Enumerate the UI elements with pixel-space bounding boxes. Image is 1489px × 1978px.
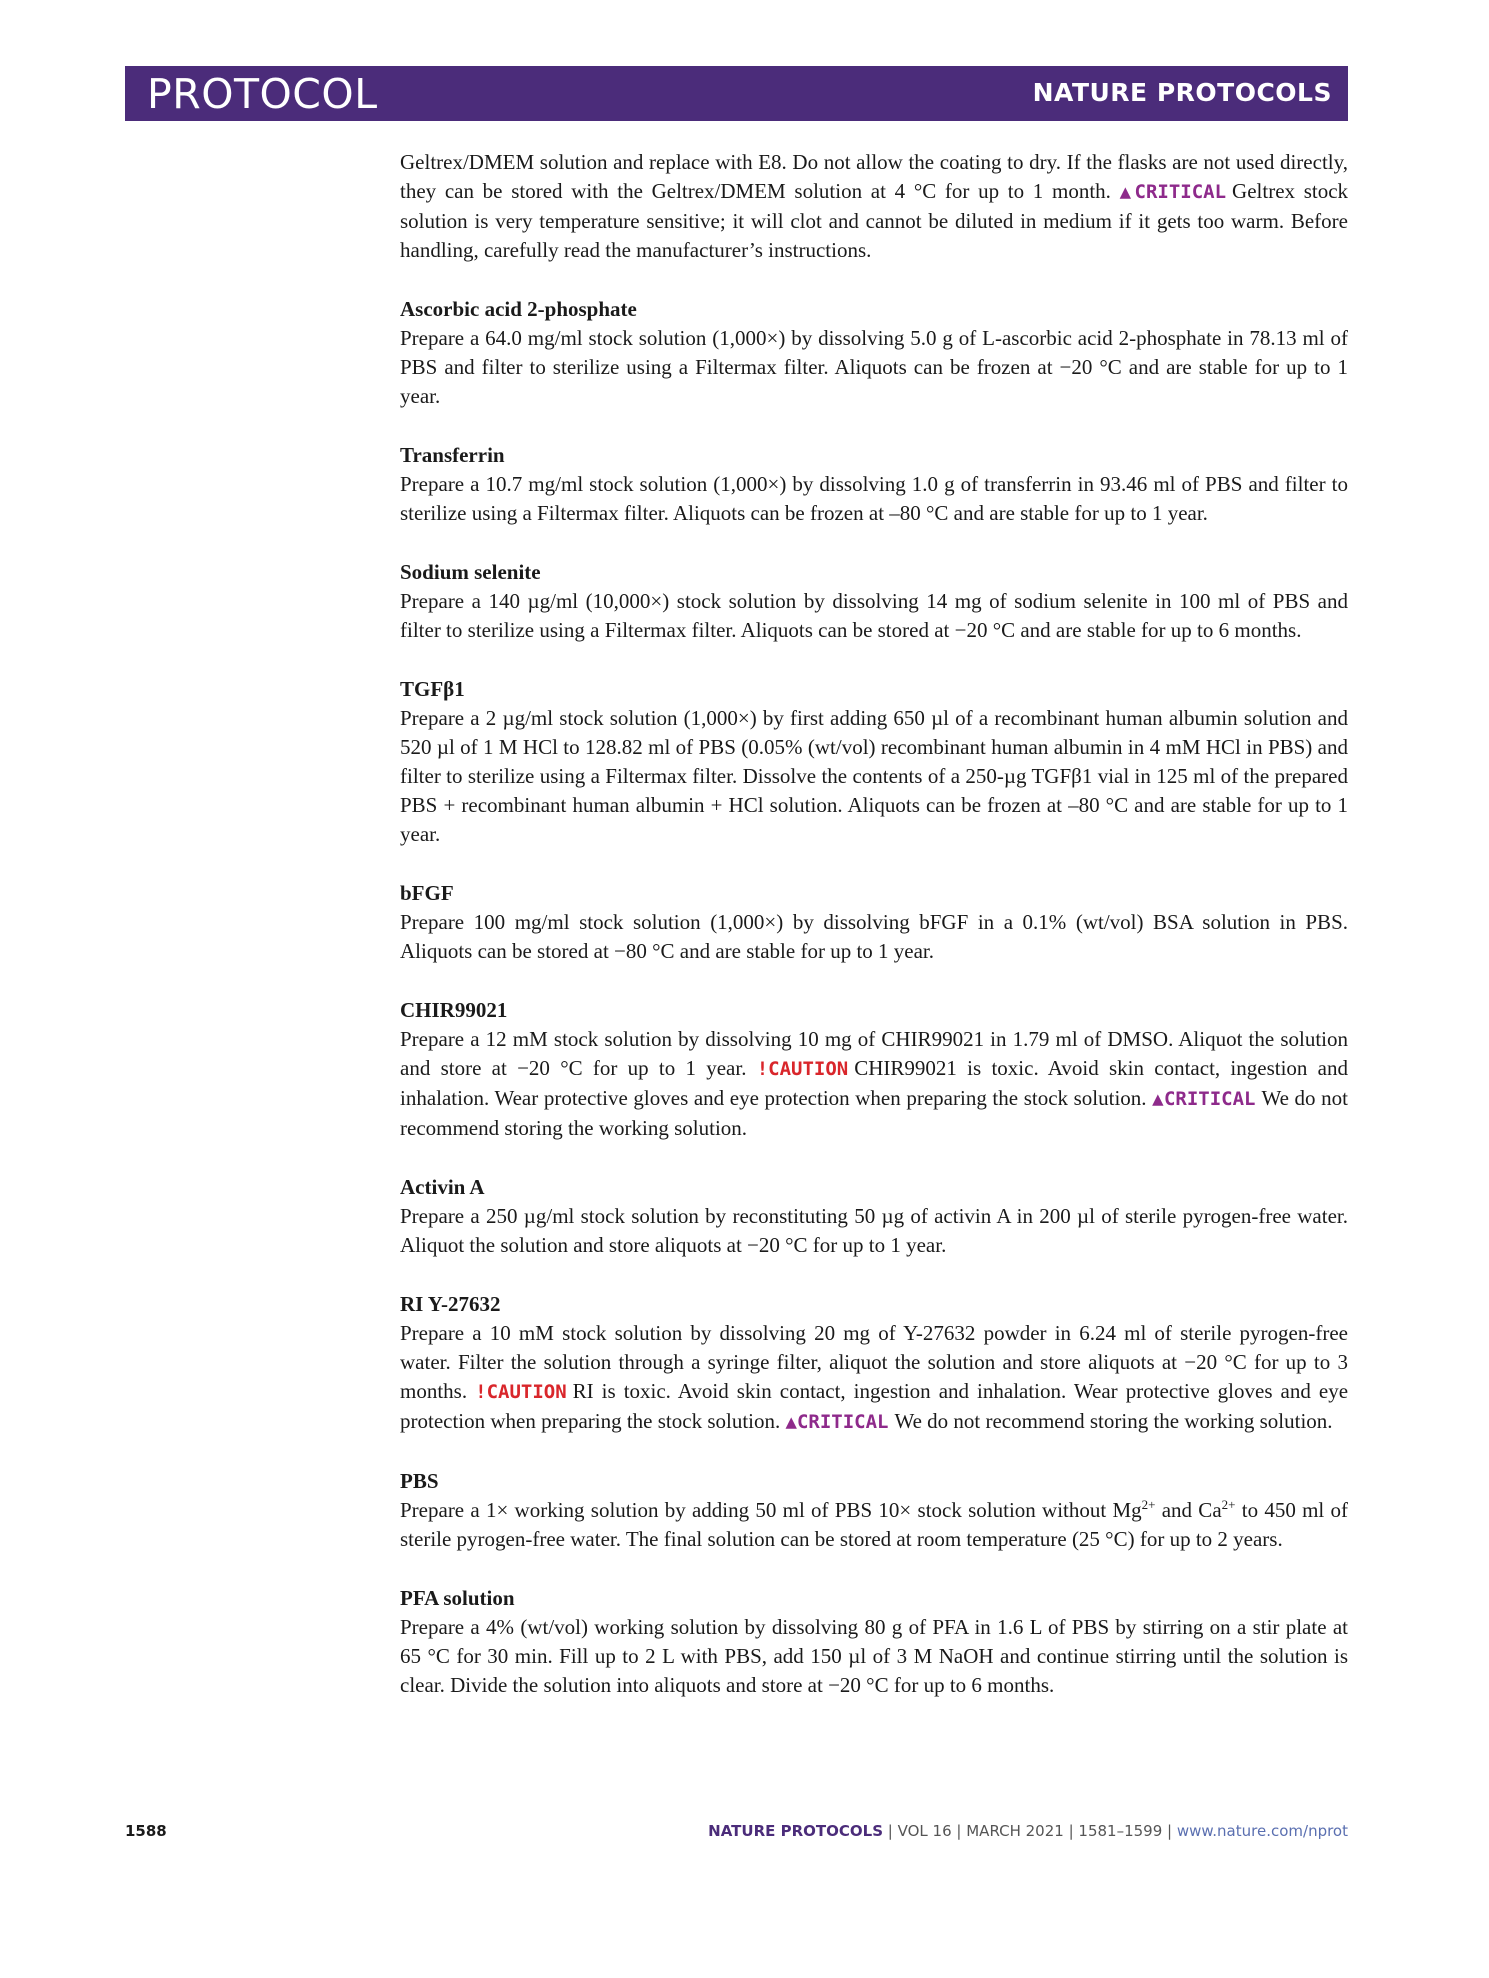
caution-label: !CAUTION [756, 1058, 849, 1080]
section-text-part: Prepare a 1× working solution by adding 50 ml of PBS 10× stock solution without Mg [400, 1498, 1142, 1522]
section-title: CHIR99021 [400, 998, 508, 1022]
section-title: Activin A [400, 1175, 485, 1199]
footer-separator: | [883, 1822, 898, 1840]
section-transferrin [400, 441, 1348, 528]
section-text: Prepare a 10.7 mg/ml stock solution (1,000×) by dissolving 1.0 g of transferrin in 93.46 ml of PBS and filter to sterilize using a Filtermax filter. Aliquots can be frozen at –80 °C and are stable for up to 1 year. [400, 472, 1348, 525]
section-sodium-selenite [400, 558, 1348, 645]
section-chir99021 [400, 996, 1348, 1143]
footer-volume: VOL 16 [897, 1822, 952, 1840]
intro-text-critical: Geltrex stock solution is very temperature sensitive; it will clot and cannot be diluted in medium if it gets too warm. Before handling, carefully read the manufacturer’s instructions. [400, 179, 1349, 262]
journal-label: NATURE PROTOCOLS [1032, 78, 1332, 107]
section-title: TGFβ1 [400, 677, 465, 701]
section-text [400, 1496, 1348, 1554]
section-text [400, 1025, 1348, 1143]
section-text: Prepare a 140 µg/ml (10,000×) stock solution by dissolving 14 mg of sodium selenite in 100 ml of PBS and filter to sterilize using a Filtermax filter. Aliquots can be stored at −20 °C and are stable for up to 6 months. [400, 589, 1348, 642]
footer-separator: | [951, 1822, 967, 1840]
section-pfa-solution [400, 1584, 1348, 1700]
section-text: Prepare a 4% (wt/vol) working solution by dissolving 80 g of PFA in 1.6 L of PBS by stirring on a stir plate at 65 °C for 30 min. Fill up to 2 L with PBS, add 150 µl of 3 M NaOH and continue stirring until the solution is clear. Divide the solution into aliquots and store at −20 °C for up to 6 months. [400, 1615, 1348, 1697]
section-title: bFGF [400, 881, 454, 905]
section-text [400, 1319, 1348, 1437]
main-content [400, 148, 1348, 1700]
section-text: Prepare a 64.0 mg/ml stock solution (1,000×) by dissolving 5.0 g of L-ascorbic acid 2-phosphate in 78.13 ml of PBS and filter to sterilize using a Filtermax filter. Aliquots can be frozen at −20 °C and are stable for up to 1 year. [400, 326, 1348, 408]
section-title: Ascorbic acid 2-phosphate [400, 297, 637, 321]
footer-journal: NATURE PROTOCOLS [708, 1822, 884, 1840]
section-title: RI Y-27632 [400, 1292, 501, 1316]
critical-label: ▲CRITICAL [1152, 1088, 1256, 1110]
section-text: Prepare a 2 µg/ml stock solution (1,000×) by first adding 650 µl of a recombinant human albumin solution and 520 µl of 1 M HCl to 128.82 ml of PBS (0.05% (wt/vol) recombinant human albumin in 4 mM HCl in PBS) and filter to sterilize using a Filtermax filter. Dissolve the contents of a 250-µg TGFβ1 vial in 125 ml of the prepared PBS + recombinant human albumin + HCl solution. Aliquots can be frozen at –80 °C and are stable for up to 1 year. [400, 706, 1348, 846]
section-ri-y27632 [400, 1290, 1348, 1437]
footer-pages: 1581–1599 [1078, 1822, 1163, 1840]
caution-label: !CAUTION [475, 1381, 567, 1403]
section-activin-a [400, 1173, 1348, 1260]
section-text-part: We do not recommend storing the working solution. [400, 1086, 1348, 1140]
critical-label: ▲CRITICAL [785, 1411, 889, 1433]
intro-paragraph [400, 148, 1348, 265]
section-label: PROTOCOL [147, 70, 378, 118]
critical-label: ▲CRITICAL [1119, 181, 1227, 203]
superscript: 2+ [1141, 1497, 1156, 1512]
section-text-part: to 450 ml of sterile pyrogen-free water. The final solution can be stored at room temperature (25 °C) for up to 2 years. [400, 1498, 1348, 1551]
page-number: 1588 [125, 1822, 167, 1840]
section-text-part: RI is toxic. Avoid skin contact, ingestion and inhalation. Wear protective gloves and eye protection when preparing the stock solution. [400, 1379, 1349, 1433]
superscript: 2+ [1221, 1497, 1236, 1512]
citation [708, 1822, 1348, 1840]
intro-text: Geltrex/DMEM solution and replace with E8. Do not allow the coating to dry. If the flasks are not used directly, they can be stored with the Geltrex/DMEM solution at 4 °C for up to 1 month. [400, 150, 1348, 203]
section-text-part: We do not recommend storing the working solution. [894, 1409, 1333, 1433]
section-text: Prepare a 250 µg/ml stock solution by reconstituting 50 µg of activin A in 200 µl of sterile pyrogen-free water. Aliquot the solution and store aliquots at −20 °C for up to 1 year. [400, 1204, 1348, 1257]
section-text-part: Prepare a 10 mM stock solution by dissolving 20 mg of Y-27632 powder in 6.24 ml of sterile pyrogen-free water. Filter the solution through a syringe filter, aliquot the solution and store aliquots at −20 °C for up to 3 months. [400, 1321, 1348, 1403]
page-footer [125, 1822, 1348, 1846]
section-title: Sodium selenite [400, 560, 541, 584]
section-text: Prepare 100 mg/ml stock solution (1,000×) by dissolving bFGF in a 0.1% (wt/vol) BSA solution in PBS. Aliquots can be stored at −80 °C and are stable for up to 1 year. [400, 910, 1348, 963]
section-pbs [400, 1467, 1348, 1554]
section-text-part: CHIR99021 is toxic. Avoid skin contact, ingestion and inhalation. Wear protective gloves and eye protection when preparing the stock solution. [400, 1056, 1348, 1110]
section-text-part: and Ca [1155, 1498, 1222, 1522]
section-tgfb1 [400, 675, 1348, 849]
footer-separator: | [1063, 1822, 1079, 1840]
section-ascorbic-acid [400, 295, 1348, 411]
section-bfgf [400, 879, 1348, 966]
section-title: Transferrin [400, 443, 505, 467]
section-text-part: Prepare a 12 mM stock solution by dissolving 10 mg of CHIR99021 in 1.79 ml of DMSO. Aliquot the solution and store at −20 °C for up to 1 year. [400, 1027, 1348, 1080]
footer-separator: | [1162, 1822, 1177, 1840]
footer-date: MARCH 2021 [966, 1822, 1064, 1840]
page-header [125, 66, 1348, 121]
journal-link[interactable]: www.nature.com/nprot [1176, 1822, 1348, 1840]
section-title: PBS [400, 1469, 439, 1493]
section-title: PFA solution [400, 1586, 515, 1610]
